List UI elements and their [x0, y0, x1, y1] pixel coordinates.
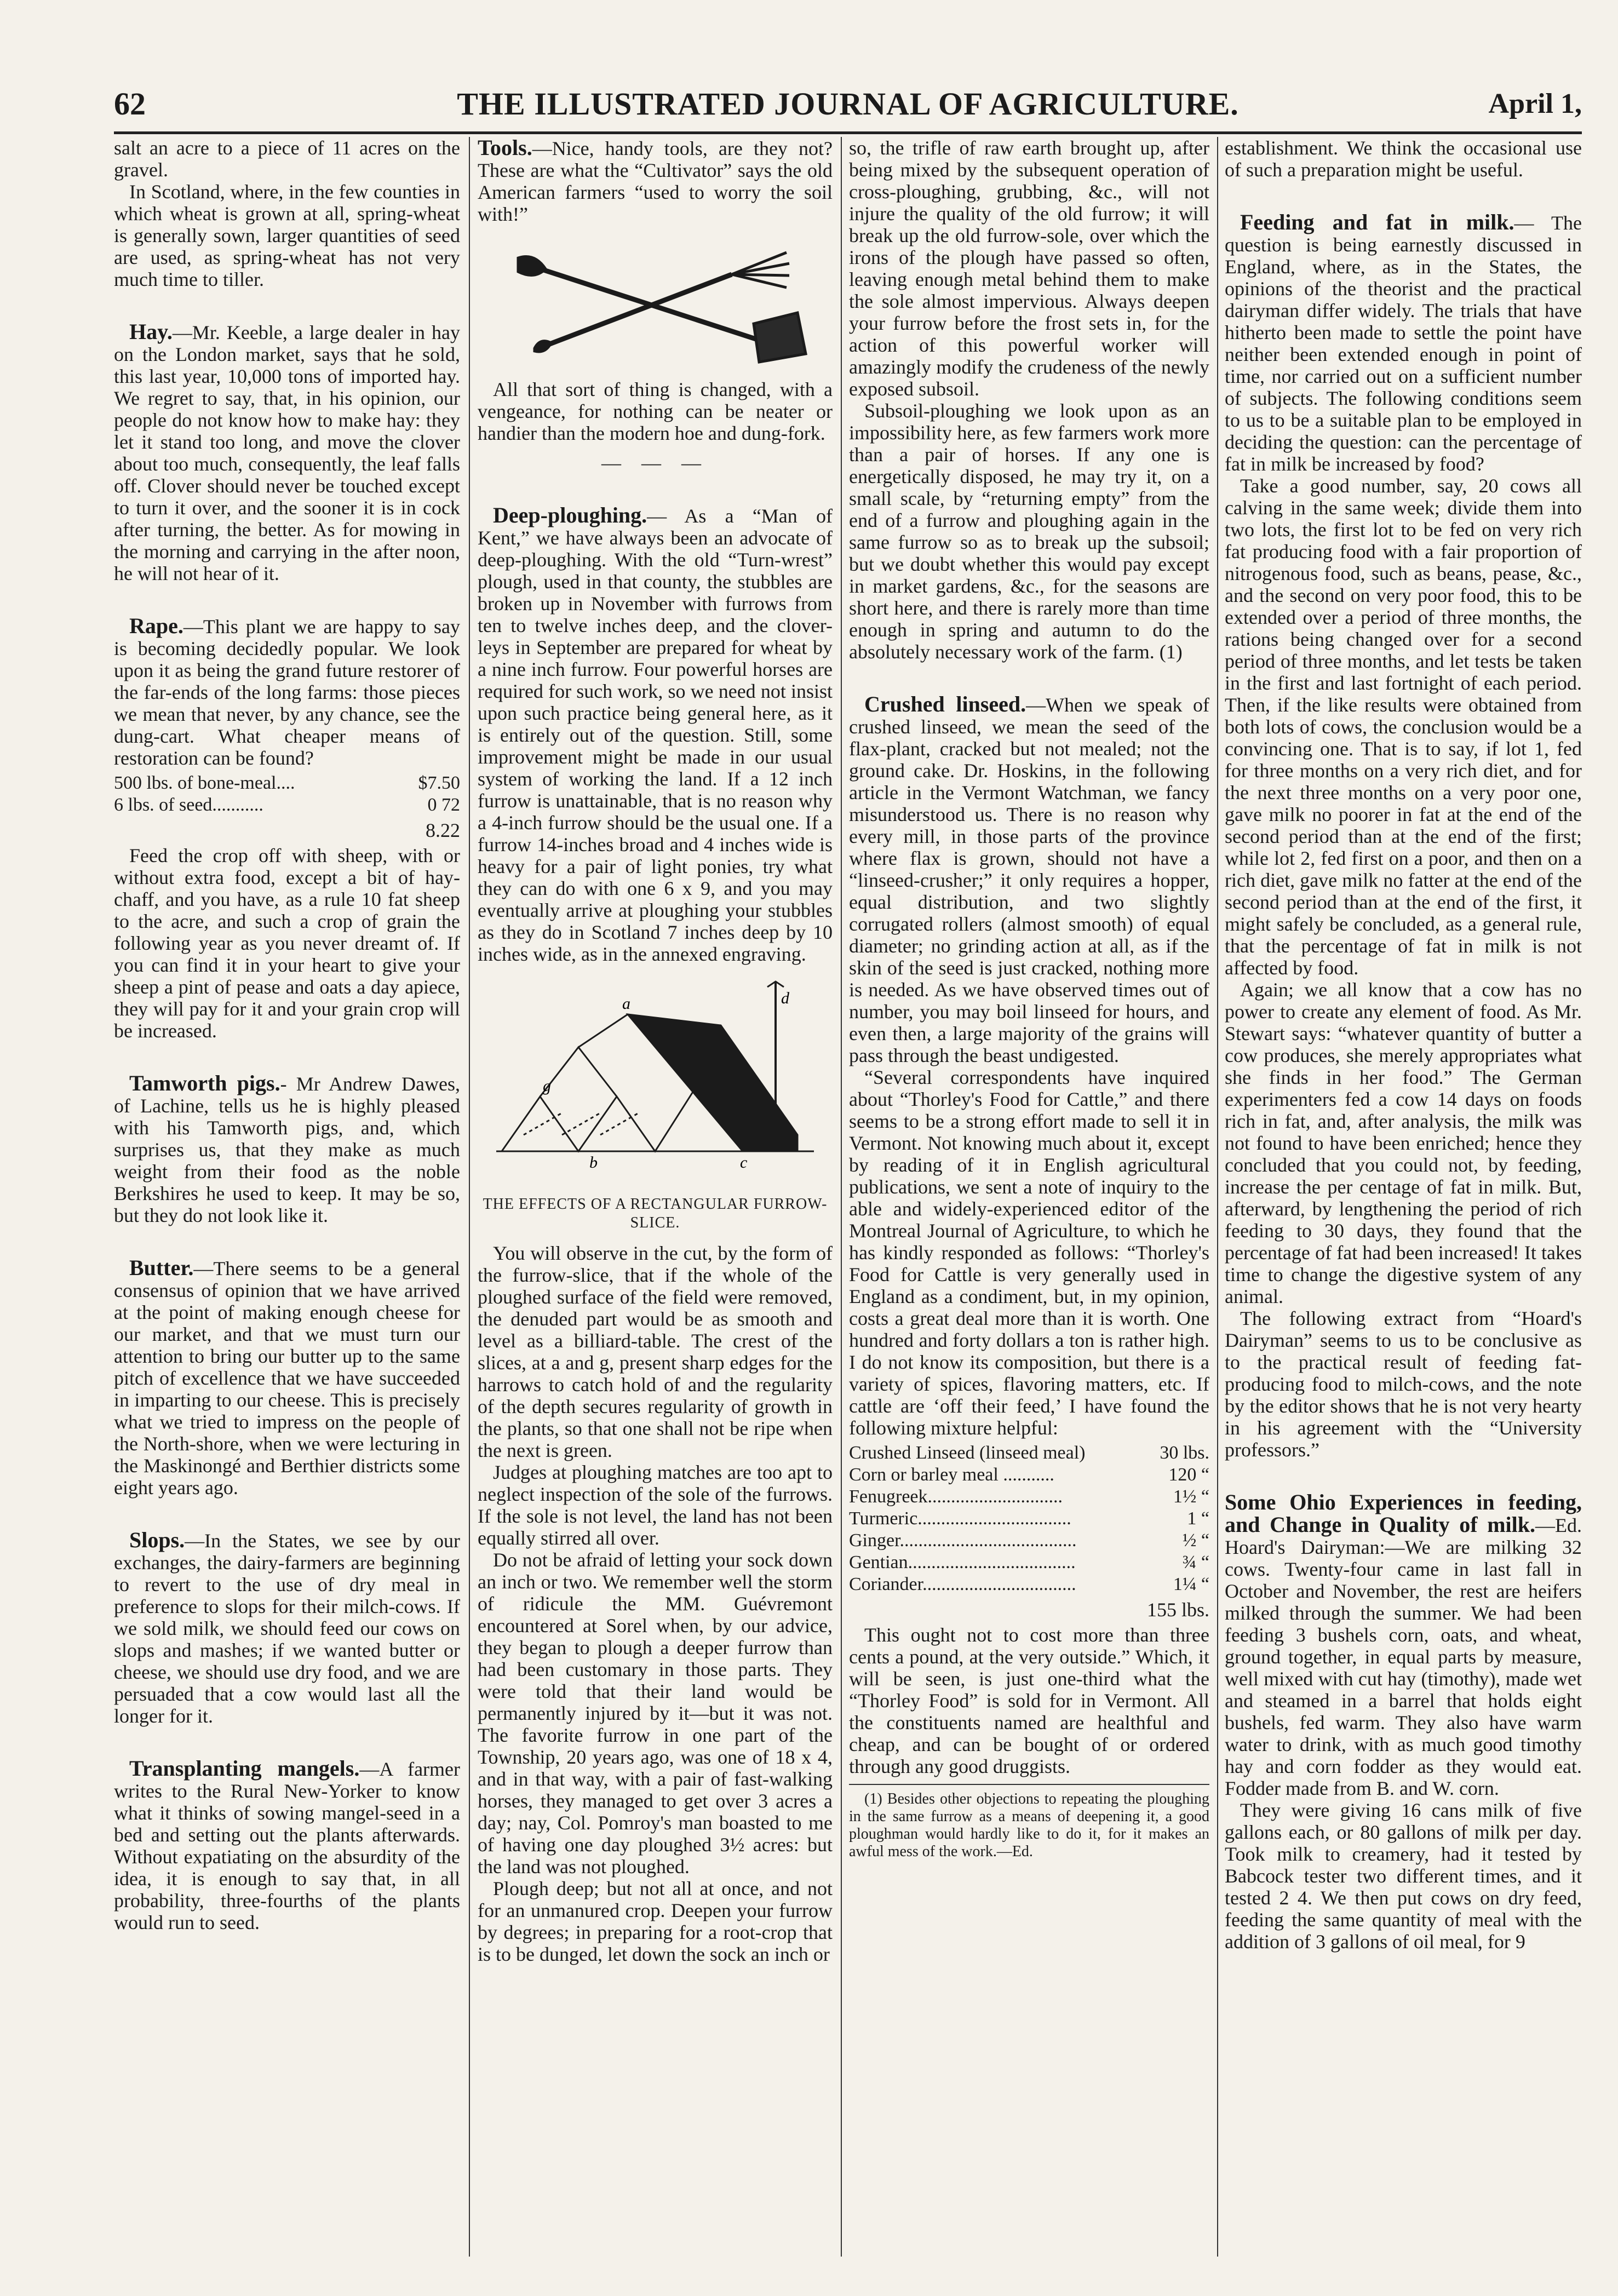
amount: 1¼ “	[1173, 1574, 1209, 1594]
tools-illustration	[502, 231, 808, 373]
article-ohio	[1225, 1491, 1582, 1799]
article-rape	[114, 615, 460, 769]
amount: 120 “	[1168, 1465, 1209, 1485]
article-text: - Mr Andrew Dawes, of Lachine, tells us he is highly pleased with his Tamworth pigs, and, which surprises us, that they make as much weight from their food as the noble Berkshires he used to keep. It may be so, but they do not look like it.	[114, 1073, 460, 1226]
amount: ¾ “	[1182, 1552, 1209, 1572]
figure-label-c: c	[740, 1153, 748, 1172]
table-row	[849, 1508, 1209, 1530]
cost-value: $7.50	[418, 773, 460, 793]
amount: ½ “	[1182, 1530, 1209, 1551]
article-text: — As a “Man of Kent,” we have always been an advocate of deep-ploughing. With the old “Turn-wrest” plough, used in that county, the stubbles are broken up in November with furrows from ten to twelve inches deep, and the clover-leys in September are prepared for wheat by a nine inch furrow. Four powerful horses are required for such work, so we need not insist upon such practice being general here, as it is entirely out of the question. Still, some improvement might be made in our usual system of working the land. If a 12 inch furrow is unattainable, that is no reason why a 4-inch furrow should be the usual one. If a furrow 14-inches broad and 4 inches wide is heavy for a pair of light ponies, try what they can do with one 6 x 9, and you may eventually arrive at ploughing your stubbles as they do in Scotland 7 inches deep by 10 inches wide, as in the annexed engraving.	[478, 505, 833, 965]
cost-label: 6 lbs. of seed...........	[114, 795, 263, 815]
table-row	[849, 1530, 1209, 1552]
article-text: —This plant we are happy to say is becoming decidedly popular. We look upon it as being the grand future restorer of the far-ends of the long farms: those pieces we mean that never, by any chance, see the dung-cart. What cheaper means of restoration can be found?	[114, 616, 460, 769]
page-header	[114, 82, 1582, 126]
article-text: — The question is being earnestly discussed in England, where, as in the States, the opinions of the theorist and the practical dairyman differ widely. The trials that have hitherto been made to settle the point have neither been extended enough in point of time, nor carried out on a sufficient number of subjects. The following conditions seem to us to be a suitable plan to be employed in deciding the question: can the percentage of fat in milk be increased by food?	[1225, 212, 1582, 475]
figure-label-b: b	[589, 1153, 598, 1172]
article-text: —When we speak of crushed linseed, we mean the seed of the flax-plant, cracked but not mealed; not the ground cake. Dr. Hoskins, in the following article in the Vermont Watchman, we fancy misunderstood us. There is no reason why every mill, in those parts of the province where flax is grown, should not have a “linseed-crusher;” it only requires a hopper, equal distribution, and two slightly corrugated rollers (almost smooth) of equal diameter; no grinding action at all, as if the skin of the seed is just cracked, nothing more is needed. As we have observed times out of number, you may boil linseed for hours, and even then, a large majority of the grains will pass through the beast undigested.	[849, 694, 1209, 1066]
paragraph: “Several correspondents have inquired about “Thorley's Food for Cattle,” and there seems to be a strong effort made to sell it in Vermont. Not knowing much about it, except by reading of it in English agricultural publications, we sent a note of inquiry to the able and widely-experienced editor of the Montreal Journal of Agriculture, to which he has kindly responded as follows: “Thorley's Food for Cattle is very generally used in England as a condiment, but, in my opinion, costs a great deal more than it is worth. One hundred and forty dollars a ton is rather high. I do not know its composition, but there is a variety of spices, flavoring matters, etc. If cattle are ‘off their feed,’ I have found the following mixture helpful:	[849, 1066, 1209, 1439]
article-text: —Nice, handy tools, are they not? These are what the “Cultivator” says the old American farmers “used to worry the soil with!”	[478, 137, 833, 225]
paragraph: Subsoil-ploughing we look upon as an impossibility here, as few farmers work more than a pair of horses. If any one is energetically disposed, he may try it, on a small scale, by “returning empty” from the end of a furrow and ploughing again in the same furrow so as to break up the subsoil; but we doubt whether this would pay except in market gardens, &c., for the seasons are short here, and there is rarely more than time enough in spring and autumn to do the absolutely necessary work of the farm. (1)	[849, 400, 1209, 663]
column-2	[478, 137, 833, 2257]
mixture-total: 155 lbs.	[1146, 1599, 1209, 1621]
paragraph: Plough deep; but not all at once, and not for an unmanured crop. Deepen your furrow by degrees; in preparing for a root-crop that is to be dunged, let down the sock an inch or	[478, 1878, 833, 1965]
ingredient: Coriander.................................	[849, 1574, 1076, 1594]
table-row	[849, 1464, 1209, 1486]
article-mangels	[114, 1758, 460, 1933]
cost-label: 500 lbs. of bone-meal....	[114, 773, 295, 793]
article-heading: Crushed linseed.	[864, 692, 1026, 716]
cost-total: 8.22	[426, 819, 460, 841]
amount: 30 lbs.	[1160, 1443, 1209, 1463]
paragraph: so, the trifle of raw earth brought up, after being mixed by the subsequent operation of cross-ploughing, grubbing, &c., will not injure the quality of the old furrow; it will break up the old furrow-sole, over which the irons of the plough have passed so often, leaving enough metal behind them to make the sole almost impervious. Always deepen your furrow before the frost sets in, for the action of this powerful worker will amazingly modify the crudeness of the newly exposed subsoil.	[849, 137, 1209, 400]
ingredient: Turmeric.................................	[849, 1508, 1071, 1529]
article-heading: Butter.	[129, 1255, 194, 1280]
paragraph: They were giving 16 cans milk of five gallons each, or 80 gallons of milk per day. Took milk to creamery, had it tested by Babcock tester two different times, and it tested 2 4. We then put cows on dry feed, feeding the same quantity of meal with the addition of 3 gallons of oil meal, for 9	[1225, 1799, 1582, 1953]
article-deep-ploughing	[478, 504, 833, 965]
paragraph: In Scotland, where, in the few counties in which wheat is grown at all, spring-wheat is generally sown, larger quantities of seed are used, as spring-wheat has not very much time to tiller.	[114, 181, 460, 290]
article-heading: Slops.	[129, 1528, 185, 1552]
ingredient: Fenugreek.............................	[849, 1486, 1063, 1507]
footnote: (1) Besides other objections to repeating the ploughing in the same furrow as a means of deepening it, a good ploughman would hardly like to do it, for it makes an awful mess of the work.—Ed.	[849, 1784, 1209, 1861]
table-row	[849, 1486, 1209, 1508]
ingredient: Gentian....................................	[849, 1552, 1076, 1572]
table-row	[849, 1442, 1209, 1464]
cost-value: 0 72	[427, 795, 460, 815]
article-heading: Hay.	[129, 319, 173, 344]
article-slops	[114, 1529, 460, 1727]
amount: 1½ “	[1173, 1486, 1209, 1507]
header-rule	[114, 131, 1582, 134]
ingredient: Ginger......................................	[849, 1530, 1077, 1551]
page-number: 62	[114, 86, 146, 122]
figure-caption: THE EFFECTS OF A RECTANGULAR FURROW-SLICE.	[483, 1196, 828, 1231]
article-text: —In the States, we see by our exchanges, the dairy-farmers are beginning to revert to the use of dry meal in preference to slops for their milch-cows. If we sold milk, we should feed our cows on slops and mashes; if we wanted butter or cheese, we should use dry food, and we are persuaded that a cow would last all the longer for it.	[114, 1530, 460, 1727]
separator: — — —	[601, 452, 709, 474]
issue-date: April 1,	[1488, 88, 1582, 119]
article-text: —Mr. Keeble, a large dealer in hay on the London market, says that he sold, this last year, 10,000 tons of imported hay. We regret to say, that, in his opinion, our people do not know how to make hay: they let it stand too long, and move the clover about too much, consequently, the leaf falls off. Clover should never be touched except to turn it over, and the sooner it is in cock after turning, the better. As for mowing in the morning and carrying in the after noon, he will not hear of it.	[114, 322, 460, 584]
column-divider	[1217, 137, 1218, 2257]
column-divider	[469, 137, 470, 2257]
column-1	[114, 137, 460, 2257]
figure-label-d: d	[781, 989, 789, 1007]
paragraph: Do not be afraid of letting your sock down an inch or two. We remember well the storm of ridicule the MM. Guévremont encountered at Sorel when, by our advice, they began to plough a deeper furrow than had been customary in those parts. They were told that their land would be permanently injured by it—but it was not. The favorite furrow in one part of the Township, 20 years ago, was one of 18 x 4, and in that way, with a pair of fast-walking horses, they managed to get over 3 acres a day; nay, Col. Pomroy's man boasted to me of having one day ploughed 3½ acres: but the land was not ploughed.	[478, 1549, 833, 1878]
article-heading: Rape.	[129, 613, 183, 638]
journal-title: THE ILLUSTRATED JOURNAL OF AGRICULTURE.	[457, 86, 1239, 122]
ingredient: Crushed Linseed (linseed meal)	[849, 1443, 1086, 1463]
paragraph: The following extract from “Hoard's Dairyman” seems to us to be conclusive as to the practical result of feeding fat-producing food to milch-cows, and the note by the editor shows that he is not very hearty in his agreement with the “University professors.”	[1225, 1307, 1582, 1461]
table-row	[849, 1574, 1209, 1595]
article-heading: Deep-ploughing.	[493, 503, 647, 527]
paragraph: Feed the crop off with sheep, with or without extra food, except a bit of hay-chaff, and you have, as a rule 10 fat sheep to the acre, and such a crop of grain the following year as you never dreamt of. If you can find it in your heart to give your sheep a pint of pease and oats a day apiece, they will pay for it and your grain crop will be increased.	[114, 845, 460, 1042]
article-crushed-linseed	[849, 693, 1209, 1066]
article-butter	[114, 1257, 460, 1499]
article-hay	[114, 321, 460, 584]
column-4	[1225, 137, 1582, 2257]
column-3	[849, 137, 1209, 2257]
article-heading: Tamworth pigs.	[129, 1071, 280, 1095]
amount: 1 “	[1187, 1508, 1209, 1529]
article-text: —Ed. Hoard's Dairyman:—We are milking 32 cows. Twenty-four came in last fall in October and November, the rest are heifers milked through the summer. We had been feeding 3 bushels corn, oats, and wheat, ground together, in equal parts by measure, well mixed with cut hay (timothy), made wet and steamed in a barrel that holds eight bushels, fed warm. They also have warm water to drink, with as much good timothy hay and corn fodder as they would eat. Fodder made from B. and W. corn.	[1225, 1514, 1582, 1799]
paragraph: Judges at ploughing matches are too apt to neglect inspection of the sole of the furrows. If the sole is not level, the land has not been equally stirred all over.	[478, 1461, 833, 1549]
paragraph: Again; we all know that a cow has no power to create any element of food. As Mr. Stewart says: “whatever quantity of butter a cow produces, she merely appropriates what she finds in her food.” The German experimenters fed a cow 14 days on foods rich in fat, and, after analysis, the milk was not found to have been enriched; hence they concluded that you could not, by feeding, increase the per centage of fat in milk. But, afterward, by lengthening the period of rich feeding to 30 days, they found that the percentage of fat had been increased! It takes time to change the digestive system of any animal.	[1225, 979, 1582, 1307]
article-text: —A farmer writes to the Rural New-Yorker to know what it thinks of sowing mangel-seed in a bed and setting out the plants afterwards. Without expatiating on the absurdity of the idea, it is enough to say that, in all probability, three-fourths of the plants would run to seed.	[114, 1758, 460, 1933]
article-text: —There seems to be a general consensus of opinion that we have arrived at the point of making enough cheese for our market, and that we must turn our attention to bring our butter up to the same pitch of excellence that we have succeeded in imparting to our cheese. This is precisely what we tried to impress on the people of the North-shore, when we were lecturing in the Maskinongé and Berthier districts some eight years ago.	[114, 1258, 460, 1499]
table-row	[114, 772, 460, 794]
table-row	[849, 1552, 1209, 1574]
paragraph: Take a good number, say, 20 cows all calving in the same week; divide them into two lots, the first lot to be fed on very rich fat producing food with a fair proportion of nitrogenous food, such as beans, pease, &c., and the second on very poor food, this to be extended over a period of three months, the rations being changed over for a second period of three months, and let tests be taken in the first and last fortnight of each period. Then, if the like results were obtained from both lots of cows, the conclusion would be a convincing one. That is to say, if lot 1, fed for three months on a very rich diet, and for the next three months on a very poor one, gave milk no poorer in fat at the end of the second period than at the end of the first; while lot 2, fed first on a poor, and then on a rich diet, gave milk no fatter at the end of the second period than at the end of the first, it might safely be concluded, as a general rule, that the percentage of fat in milk is not affected by food.	[1225, 475, 1582, 979]
paragraph: establishment. We think the occasional use of such a preparation might be useful.	[1225, 137, 1582, 181]
article-tamworth	[114, 1072, 460, 1226]
mixture-table	[849, 1442, 1209, 1595]
article-heading: Feeding and fat in milk.	[1240, 210, 1514, 234]
table-row	[114, 794, 460, 816]
furrow-slice-figure	[491, 971, 819, 1190]
ingredient: Corn or barley meal ...........	[849, 1465, 1054, 1485]
article-feeding-fat	[1225, 211, 1582, 475]
article-heading: Transplanting mangels.	[129, 1756, 360, 1781]
paragraph: You will observe in the cut, by the form of the furrow-slice, that if the whole of the ploughed surface of the field were removed, the denuded part would be as smooth and level as a billiard-table. The crest of the slices, at a and g, present sharp edges for the harrows to catch hold of and the regularity of the depth secures regularity of growth in the plants, so that one shall not be ripe when the next is green.	[478, 1242, 833, 1461]
cost-table	[114, 772, 460, 816]
figure-label-g: g	[543, 1077, 551, 1095]
article-heading: Some Ohio Experiences in feeding, and Change in Quality of milk.	[1225, 1490, 1582, 1537]
paragraph: This ought not to cost more than three cents a pound, at the very outside.” Which, it will be seen, is just one-third what the “Thorley Food” is sold for in Vermont. All the constituents named are healthful and cheap, and can be bought of or ordered through any good druggists.	[849, 1624, 1209, 1777]
figure-label-a: a	[622, 995, 630, 1013]
paragraph: All that sort of thing is changed, with a vengeance, for nothing can be neater or handier than the modern hoe and dung-fork.	[478, 378, 833, 444]
column-divider	[841, 137, 842, 2257]
article-tools	[478, 137, 833, 225]
paragraph: salt an acre to a piece of 11 acres on the gravel.	[114, 137, 460, 181]
article-heading: Tools.	[478, 137, 532, 160]
